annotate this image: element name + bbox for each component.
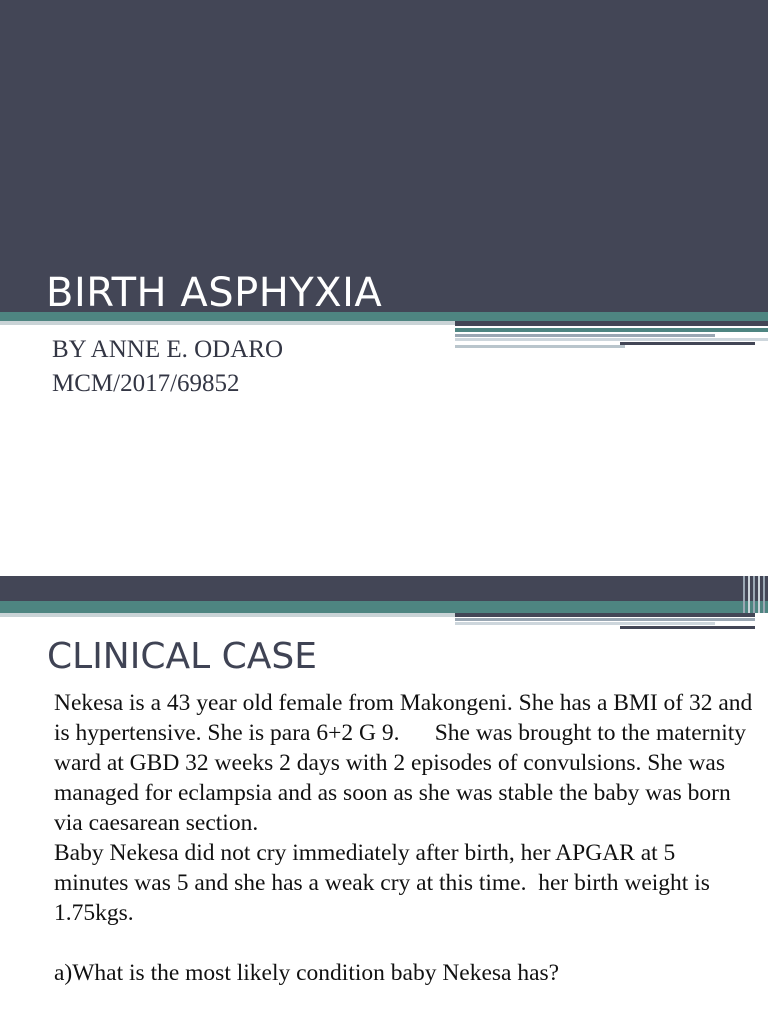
decorative-stripes [0, 576, 768, 632]
paragraph-gap [54, 928, 754, 958]
presentation-title: BIRTH ASPHYXIA [46, 270, 383, 316]
case-paragraph-2: Baby Nekesa did not cry immediately after birth, her APGAR at 5 minutes was 5 and she has a weak cry at this time. her birth weight is 1.75kgs. [54, 840, 716, 926]
header-band [0, 0, 768, 314]
question-a: a)What is the most likely condition baby Nekesa has? [54, 960, 560, 986]
registration-number: MCM/2017/69852 [52, 370, 240, 397]
slide-heading: CLINICAL CASE [47, 636, 317, 677]
subtitle-block [52, 333, 283, 401]
clinical-case-slide [0, 576, 768, 1024]
author-name: BY ANNE E. ODARO [52, 336, 284, 363]
case-paragraph-1: Nekesa is a 43 year old female from Makongeni. She has a BMI of 32 and is hypertensive. She is para 6+2 G 9. She was brought to the maternity ward at GBD 32 weeks 2 days with 2 episodes of convulsions. She was managed for eclampsia and as soon as she was stable the baby was born via caesarean section. [54, 690, 759, 836]
case-description [54, 688, 759, 988]
